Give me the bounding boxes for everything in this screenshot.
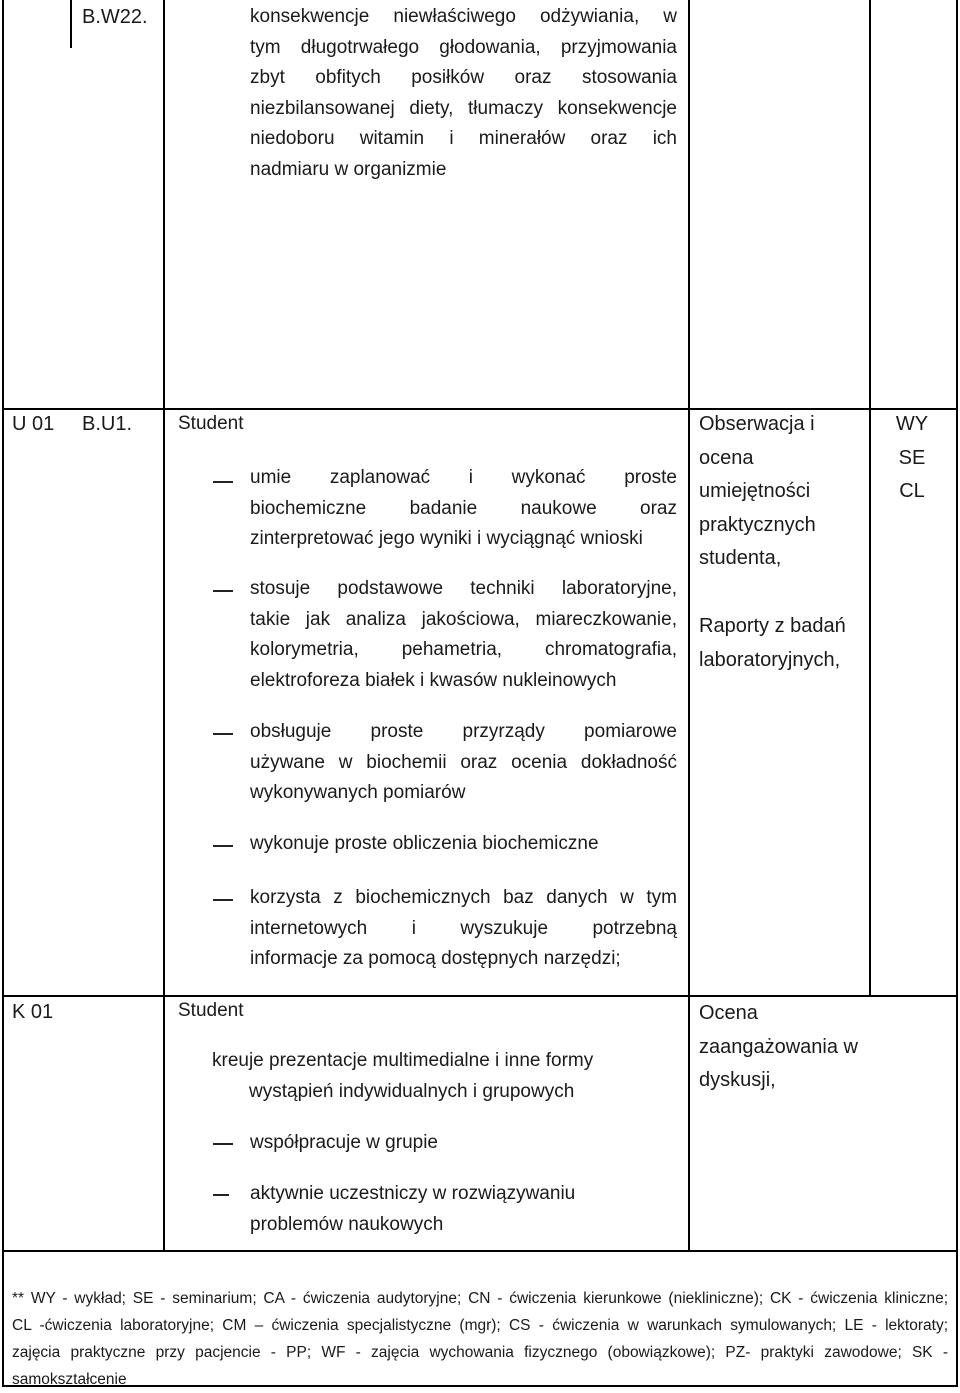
verification-method-u01-reports bbox=[699, 610, 867, 677]
skill-line: umie zaplanować i wykonać proste bbox=[250, 467, 677, 488]
footnote-line: ** WY - wykład; SE - seminarium; CA - ćwiczenia audytoryjne; CN - ćwiczenia kierunkowe (niekliniczne); CK - ćwiczenia kliniczne; bbox=[12, 1290, 948, 1307]
footnote-line: CL -ćwiczenia laboratoryjne; CM – ćwiczenia specjalistyczne (mgr); CS - ćwiczenia w warunkach symulowanych; LE - lektoraty; bbox=[12, 1317, 948, 1334]
bullet-dash bbox=[213, 1143, 233, 1145]
competence-line: wystąpień indywidualnych i grupowych bbox=[249, 1080, 575, 1102]
competence-item-1 bbox=[212, 1046, 682, 1107]
outcome-id-k01: K 01 bbox=[12, 1001, 54, 1023]
column-divider-4 bbox=[869, 0, 871, 996]
competence-line: problemów naukowych bbox=[250, 1213, 444, 1235]
description-line: niedoboru witamin i minerałów oraz ich bbox=[250, 128, 677, 149]
skill-line: stosuje podstawowe techniki laboratoryjne, bbox=[250, 578, 677, 599]
skill-line: wykonywanych pomiarów bbox=[250, 782, 466, 803]
skill-line: wykonuje proste obliczenia biochemiczne bbox=[250, 833, 599, 854]
description-line: nadmiaru w organizmie bbox=[250, 158, 447, 180]
competence-item-2 bbox=[250, 1128, 677, 1159]
method-line: zaangażowania w bbox=[699, 1035, 858, 1058]
skill-line: informacje za pomocą dostępnych narzędzi; bbox=[250, 948, 621, 969]
verification-method-u01 bbox=[699, 408, 867, 576]
column-divider-3 bbox=[688, 0, 690, 1250]
skill-item-5 bbox=[250, 883, 677, 975]
skill-line: elektroforeza białek i kwasów nukleinowych bbox=[250, 669, 617, 691]
class-forms-u01 bbox=[882, 408, 942, 509]
table-border-right bbox=[956, 0, 958, 1385]
competence-line: współpracuje w grupie bbox=[250, 1132, 438, 1153]
outcome-id-u01: U 01 bbox=[12, 413, 55, 435]
footnote-line: zajęcia praktyczne przy pacjencie - PP; WF - zajęcia wychowania fizycznego (obowiązkowe); PZ- praktyki zawodowe; SK - bbox=[12, 1344, 948, 1361]
skill-line: używane w biochemii oraz ocenia dokładność bbox=[250, 751, 677, 773]
skill-line: zinterpretować jego wyniki i wyciągnąć wnioski bbox=[250, 528, 643, 549]
class-form-code: CL bbox=[899, 480, 925, 502]
skill-line: obsługuje proste przyrządy pomiarowe bbox=[250, 721, 677, 742]
outcome-code-bu1: B.U1. bbox=[82, 413, 133, 435]
method-line: Raporty z badań bbox=[699, 615, 846, 637]
method-line: umiejętności bbox=[699, 480, 811, 502]
bullet-dash bbox=[213, 899, 233, 901]
method-line: dyskusji, bbox=[699, 1069, 776, 1091]
table-border-left bbox=[2, 0, 4, 1385]
skill-line: takie jak analiza jakościowa, miareczkowanie, bbox=[250, 608, 677, 630]
class-form-code: SE bbox=[898, 446, 926, 469]
skill-line: biochemiczne badanie naukowe oraz bbox=[250, 497, 677, 519]
description-line: niezbilansowanej diety, tłumaczy konsekwencje bbox=[250, 97, 677, 119]
verification-method-k01 bbox=[699, 997, 879, 1098]
bullet-dash bbox=[213, 481, 233, 483]
competence-item-3 bbox=[250, 1179, 677, 1240]
method-line: Obserwacja i bbox=[699, 413, 815, 435]
skill-line: kolorymetria, pehametria, chromatografia, bbox=[250, 639, 677, 660]
outcome-subject-k01: Student bbox=[178, 1000, 244, 1021]
class-form-code: WY bbox=[895, 413, 929, 435]
competence-line: kreuje prezentacje multimedialne i inne formy bbox=[212, 1050, 594, 1071]
method-line: Ocena bbox=[699, 1002, 758, 1024]
outcome-subject-u01: Student bbox=[178, 413, 244, 434]
method-line: studenta, bbox=[699, 547, 782, 569]
description-line: zbyt obfitych posiłków oraz stosowania bbox=[250, 67, 677, 88]
row-divider-footnote bbox=[2, 1250, 958, 1252]
competence-line: aktywnie uczestniczy w rozwiązywaniu bbox=[250, 1183, 576, 1204]
method-line: laboratoryjnych, bbox=[699, 648, 841, 671]
bullet-dash bbox=[213, 1194, 229, 1196]
skill-line: internetowych i wyszukuje potrzebną bbox=[250, 917, 677, 939]
description-line: konsekwencje niewłaściwego odżywiania, w bbox=[250, 6, 677, 27]
description-line: tym długotrwałego głodowania, przyjmowania bbox=[250, 36, 677, 58]
skill-item-2 bbox=[250, 574, 677, 696]
method-line: ocena bbox=[699, 446, 754, 469]
bullet-dash bbox=[213, 590, 233, 592]
footnote-line: samokształcenie bbox=[12, 1371, 127, 1388]
abbreviations-footnote bbox=[12, 1285, 948, 1393]
skill-item-4 bbox=[250, 829, 677, 860]
skill-item-1 bbox=[250, 463, 677, 555]
column-divider-2 bbox=[163, 0, 165, 1250]
method-line: praktycznych bbox=[699, 513, 816, 536]
effect-code-bw22: B.W22. bbox=[82, 6, 148, 28]
bullet-dash bbox=[213, 733, 233, 735]
bullet-dash bbox=[213, 845, 233, 847]
skill-item-3 bbox=[250, 717, 677, 809]
column-divider-1 bbox=[70, 0, 72, 48]
effect-description-bw22 bbox=[250, 2, 677, 185]
skill-line: korzysta z biochemicznych baz danych w tym bbox=[250, 887, 677, 908]
